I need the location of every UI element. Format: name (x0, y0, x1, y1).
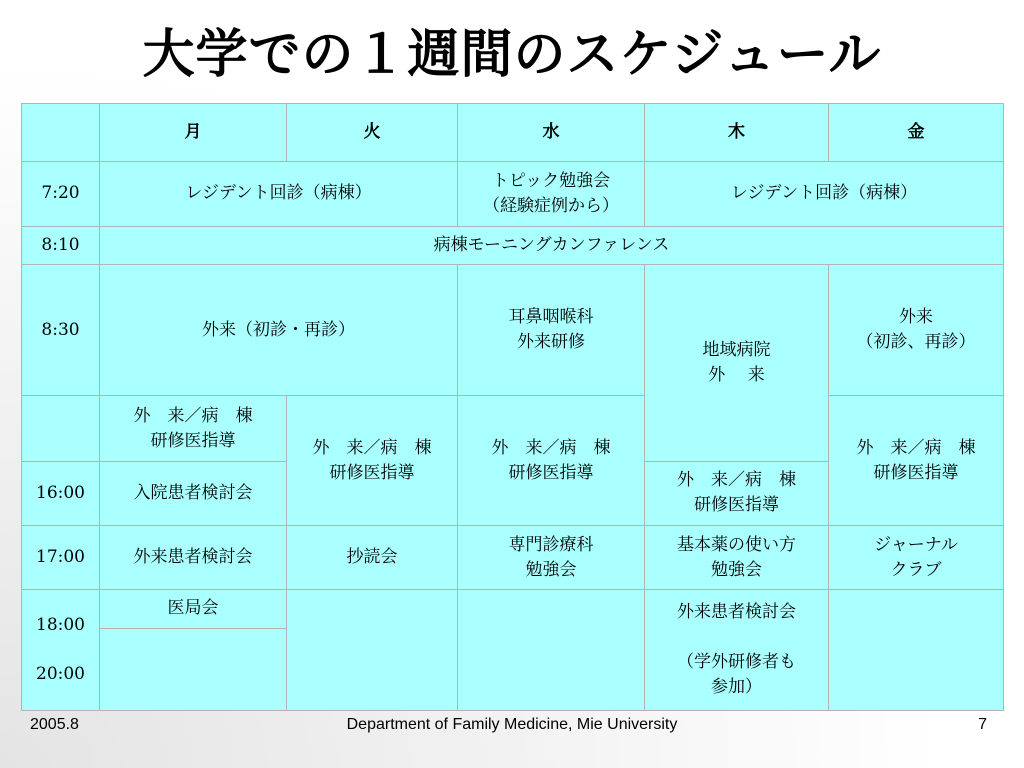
cell-ward-teaching-tue: 外 来／病 棟 研修医指導 (287, 396, 458, 526)
header-thursday: 木 (645, 104, 829, 162)
cell-ward-teaching-fri: 外 来／病 棟 研修医指導 (829, 396, 1004, 526)
time-1800: 18:00 (36, 615, 85, 636)
header-monday: 月 (100, 104, 287, 162)
cell-ward-teaching-wed: 外 来／病 棟 研修医指導 (458, 396, 645, 526)
header-friday: 金 (829, 104, 1004, 162)
header-wednesday: 水 (458, 104, 645, 162)
footer-department: Department of Family Medicine, Mie University (346, 716, 678, 733)
cell-empty-mon-evening (100, 628, 287, 710)
row-0720 (22, 162, 1004, 226)
time-0830: 8:30 (22, 264, 100, 396)
cell-journal-club-fri: ジャーナル クラブ (829, 526, 1004, 590)
cell-outpatient-fri: 外来 （初診、再診） (829, 264, 1004, 396)
row-ward-teaching (22, 396, 1004, 461)
footer-page-number: 7 (978, 716, 987, 733)
header-corner (22, 104, 100, 162)
cell-inpatient-review-mon: 入院患者検討会 (100, 461, 287, 525)
time-1600: 16:00 (22, 461, 100, 525)
cell-morning-conference: 病棟モーニングカンファレンス (100, 226, 1004, 264)
cell-basic-drugs-study-thu: 基本薬の使い方 勉強会 (645, 526, 829, 590)
footer-date: 2005.8 (30, 716, 79, 733)
row-1700 (22, 526, 1004, 590)
row-0830 (22, 264, 1004, 396)
time-empty (22, 396, 100, 461)
header-row (22, 104, 1004, 162)
cell-community-hospital-thu: 地域病院 外 来 (645, 264, 829, 461)
cell-ent-training-wed: 耳鼻咽喉科 外来研修 (458, 264, 645, 396)
cell-journal-reading-tue: 抄読会 (287, 526, 458, 590)
cell-ward-teaching-mon: 外 来／病 棟 研修医指導 (100, 396, 287, 461)
cell-empty-tue-evening (287, 590, 458, 711)
schedule-table (21, 103, 1004, 711)
slide-title: 大学での１週間のスケジュール (142, 25, 882, 85)
cell-empty-fri-evening (829, 590, 1004, 711)
row-0810 (22, 226, 1004, 264)
cell-specialty-study-wed: 専門診療科 勉強会 (458, 526, 645, 590)
cell-outpatient-mon-tue: 外来（初診・再診） (100, 264, 458, 396)
time-2000: 20:00 (36, 664, 85, 685)
time-0810: 8:10 (22, 226, 100, 264)
cell-empty-wed-evening (458, 590, 645, 711)
header-tuesday: 火 (287, 104, 458, 162)
cell-outpatient-review-thu: 外来患者検討会 （学外研修者も 参加） (645, 590, 829, 711)
cell-department-meeting-mon: 医局会 (100, 590, 287, 628)
cell-topic-study-wed: トピック勉強会 （経験症例から） (458, 162, 645, 226)
time-1800-2000 (22, 590, 100, 711)
time-1700: 17:00 (22, 526, 100, 590)
cell-resident-rounds-mon-tue: レジデント回診（病棟） (100, 162, 458, 226)
row-1800 (22, 590, 1004, 628)
time-0720: 7:20 (22, 162, 100, 226)
cell-ward-teaching-thu: 外 来／病 棟 研修医指導 (645, 461, 829, 525)
cell-resident-rounds-thu-fri: レジデント回診（病棟） (645, 162, 1004, 226)
cell-outpatient-review-mon: 外来患者検討会 (100, 526, 287, 590)
